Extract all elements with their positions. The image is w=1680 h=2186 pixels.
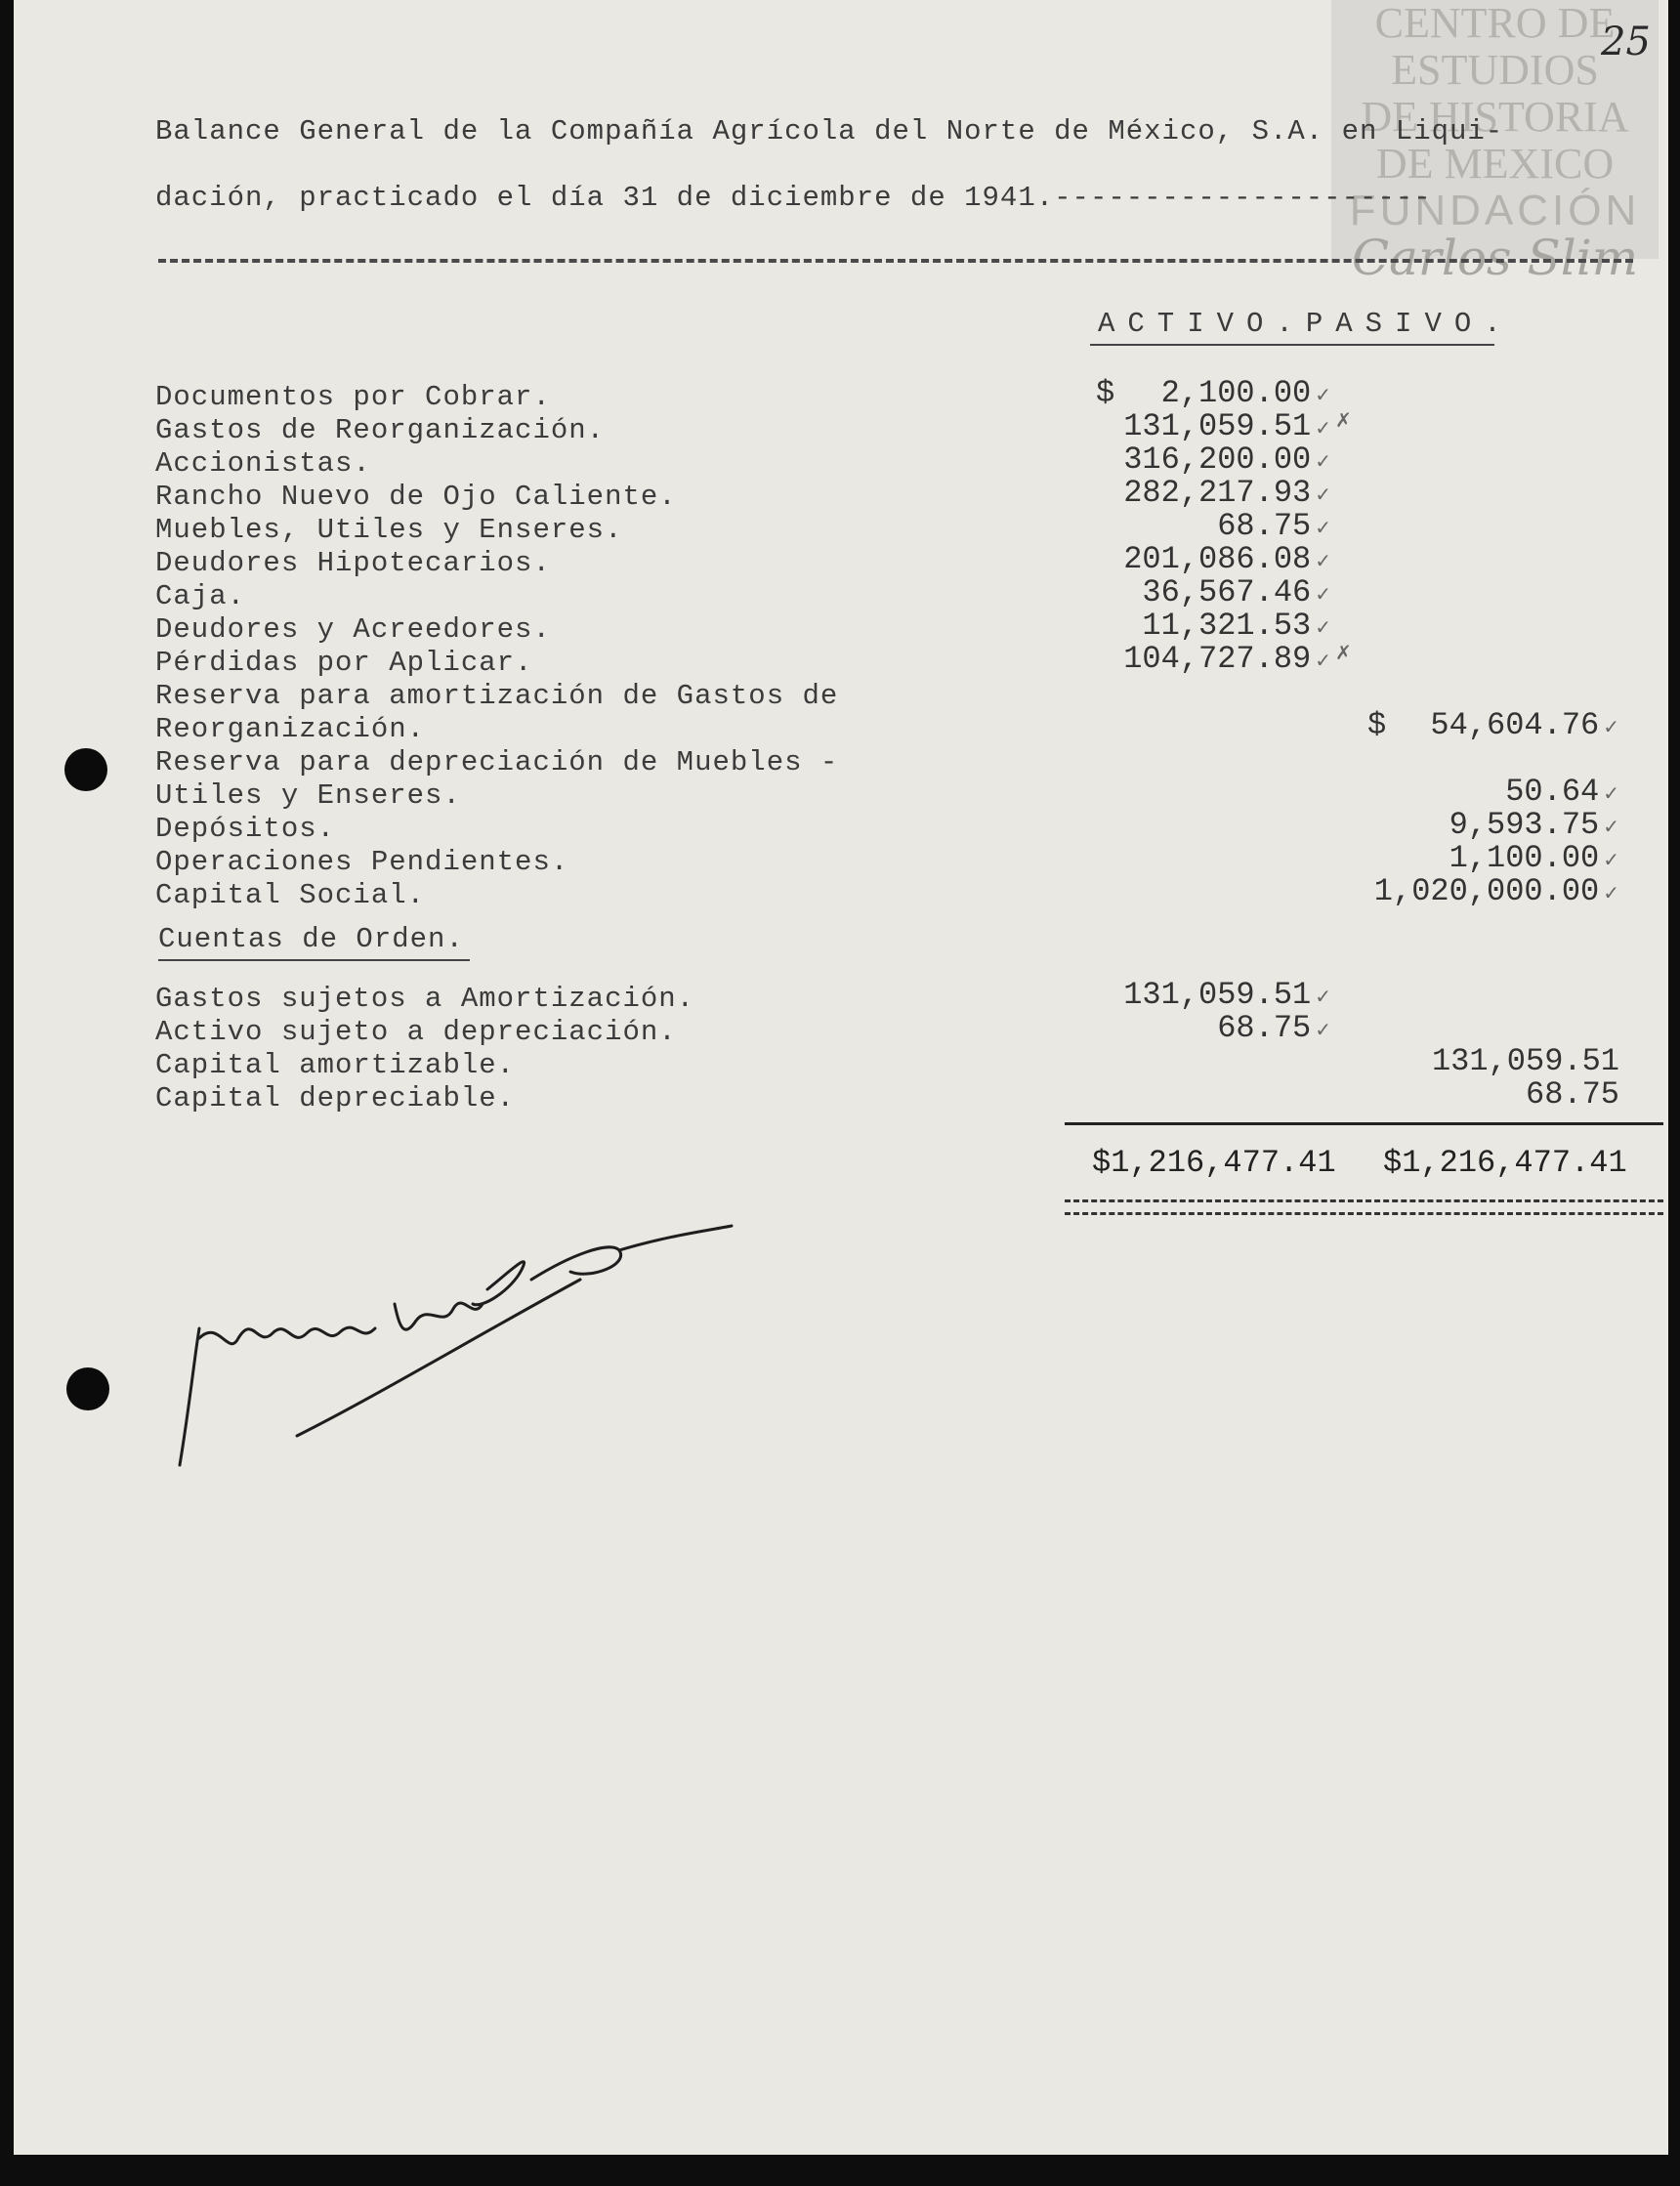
total-rule [1065,1122,1663,1125]
check-mark-icon: ✓ [1315,1018,1331,1041]
check-mark-icon: ✓ [1315,549,1331,572]
amount-value: 104,727.89 [1123,641,1312,677]
watermark-line: Carlos Slim [1351,230,1639,286]
amount-value: 131,059.51 [1123,977,1312,1013]
pasivo-total: $1,216,477.41 [1383,1145,1627,1181]
cross-mark-icon: ✗ [1335,408,1352,432]
entry-label: Caja. [155,580,246,612]
entry-label: Deudores y Acreedores. [155,613,551,646]
entry-label: Depósitos. [155,813,336,845]
page-number: 25 [1601,20,1651,64]
activo-amount [1217,508,1331,544]
entry-label: Pérdidas por Aplicar. [155,647,533,679]
heading-underline [158,959,470,961]
check-mark-icon: ✓ [1315,416,1331,440]
check-mark-icon: ✓ [1315,582,1331,606]
entry-label-continued: Reorganización. [155,713,426,745]
activo-amount [1217,1010,1331,1046]
amount-value: 11,321.53 [1142,608,1312,644]
entry-label: Documentos por Cobrar. [155,381,551,413]
column-headers [1098,308,1514,340]
amount-value: 131,059.51 [1123,408,1312,444]
dashed-divider [158,259,1633,263]
currency-symbol: $ [1367,707,1387,743]
amount-value: 131,059.51 [1431,1043,1619,1079]
check-mark-icon: ✓ [1603,881,1619,904]
header-underline [1090,344,1494,346]
check-mark-icon: ✓ [1315,615,1331,639]
orden-label: Capital amortizable. [155,1049,516,1081]
check-mark-icon: ✓ [1315,516,1331,539]
entry-label: Gastos de Reorganización. [155,414,606,446]
binder-hole [64,748,107,791]
amount-value: 2,100.00 [1160,375,1312,411]
activo-amount [1123,977,1331,1013]
check-mark-icon: ✓ [1315,483,1331,506]
watermark-line: FUNDACIÓN [1349,187,1641,234]
binder-hole [66,1367,109,1410]
amount-value: 316,200.00 [1123,441,1312,478]
watermark-line: DE MEXICO [1375,140,1615,188]
amount-value: 282,217.93 [1123,475,1312,511]
amount-value: 68.75 [1217,508,1312,544]
activo-amount [1123,541,1331,577]
entry-label: Accionistas. [155,447,371,480]
check-mark-icon: ✓ [1603,848,1619,871]
pasivo-amount [1449,840,1619,876]
pasivo-amount [1449,807,1619,843]
entry-label: Deudores Hipotecarios. [155,547,551,579]
cross-mark-icon: ✗ [1335,641,1352,664]
orden-label: Activo sujeto a depreciación. [155,1016,677,1048]
double-rule [1065,1199,1663,1215]
amount-value: 1,100.00 [1449,840,1600,876]
entry-label: Reserva para amortización de Gastos de [155,680,839,712]
heading-text: Cuentas de Orden. [158,923,464,955]
entry-label: Muebles, Utiles y Enseres. [155,514,623,546]
check-mark-icon: ✓ [1315,383,1331,406]
check-mark-icon: ✓ [1315,985,1331,1008]
entry-label: Operaciones Pendientes. [155,846,569,878]
title-line-2: dación, practicado el día 31 de diciembre de 1941.--------------------- [155,182,1432,214]
orden-label: Gastos sujetos a Amortización. [155,983,695,1015]
check-mark-icon: ✓ [1603,715,1619,738]
title-line-1: Balance General de la Compañía Agrícola del Norte de México, S.A. en Liqui- [155,115,1504,147]
currency-symbol: $ [1096,375,1115,411]
amount-value: 54,604.76 [1430,707,1600,743]
amount-value: 68.75 [1525,1076,1619,1113]
watermark-line: DE HISTORIA [1361,93,1629,141]
watermark-line: ESTUDIOS [1391,46,1599,94]
activo-total: $1,216,477.41 [1092,1145,1336,1181]
activo-amount [1123,641,1352,677]
pasivo-amount [1505,774,1619,810]
amount-value: 68.75 [1217,1010,1312,1046]
pasivo-amount [1374,873,1619,909]
pasivo-amount [1432,1043,1619,1079]
activo-amount [1123,441,1331,478]
amount-value: 9,593.75 [1449,807,1600,843]
amount-value: 50.64 [1505,774,1600,810]
entry-label: Capital Social. [155,879,426,911]
handwritten-signature [160,1211,746,1485]
check-mark-icon: ✓ [1603,815,1619,838]
activo-header: ACTIVO. [1098,308,1306,340]
activo-amount [1161,375,1331,411]
entry-label-continued: Utiles y Enseres. [155,779,461,812]
activo-amount [1123,408,1352,444]
activo-amount [1123,475,1331,511]
watermark-line: CENTRO DE [1374,0,1616,47]
activo-amount [1142,574,1331,610]
check-mark-icon: ✓ [1315,449,1331,473]
document-page [14,0,1668,2155]
cuentas-de-orden-heading [158,923,464,955]
pasivo-header: PASIVO. [1305,308,1514,340]
pasivo-amount [1430,707,1619,743]
amount-value: 1,020,000.00 [1373,873,1600,909]
check-mark-icon: ✓ [1315,649,1331,672]
check-mark-icon: ✓ [1603,781,1619,805]
orden-label: Capital depreciable. [155,1082,516,1114]
activo-amount [1142,608,1331,644]
amount-value: 201,086.08 [1123,541,1312,577]
entry-label: Rancho Nuevo de Ojo Caliente. [155,481,677,513]
amount-value: 36,567.46 [1142,574,1312,610]
entry-label: Reserva para depreciación de Muebles - [155,746,839,778]
pasivo-amount [1526,1076,1619,1113]
